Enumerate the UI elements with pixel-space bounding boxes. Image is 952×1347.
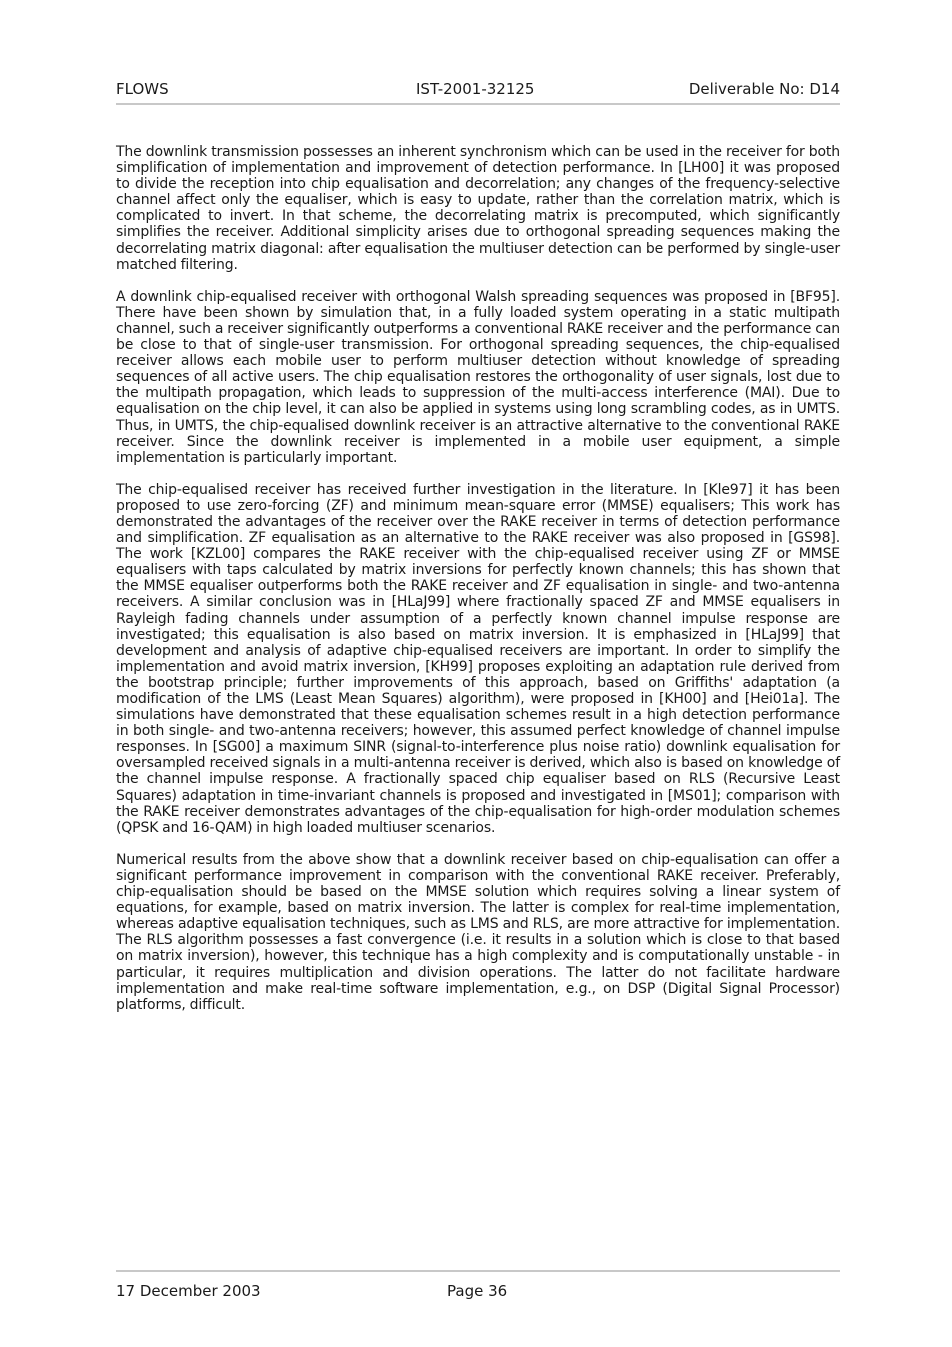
header-contract: IST-2001-32125 xyxy=(416,80,535,98)
footer-rule xyxy=(116,1270,840,1272)
header-deliverable: Deliverable No: D14 xyxy=(688,80,840,98)
page-footer xyxy=(116,1281,840,1301)
header-project: FLOWS xyxy=(116,80,169,98)
paragraph-4: Numerical results from the above show that a downlink receiver based on chip-equalisation can offer a significant performance improvement in comparison with the conventional RAKE receiver. Preferably, chip-equalisation should be based on the MMSE solution which requires solving a linear system of equations, for example, based on matrix inversion. The latter is complex for real-time implementation, whereas adaptive equalisation techniques, such as LMS and RLS, are more attractive for implementation. The RLS algorithm possesses a fast convergence (i.e. it results in a solution which is close to that based on matrix inversion), however, this technique has a high complexity and is computationally unstable - in particular, it requires multiplication and division operations. The latter do not facilitate hardware implementation and make real-time software implementation, e.g., on DSP (Digital Signal Processor) platforms, difficult. xyxy=(116,851,840,1013)
page-header xyxy=(116,80,840,98)
paragraph-3: The chip-equalised receiver has received further investigation in the literature. In [Kle97] it has been proposed to use zero-forcing (ZF) and minimum mean-square error (MMSE) equalisers; This work has demonstrated the advantages of the receiver over the RAKE receiver in terms of detection performance and simplification. ZF equalisation as an alternative to the RAKE receiver was also proposed in [GS98]. The work [KZL00] compares the RAKE receiver with the chip-equalised receiver using ZF or MMSE equalisers with taps calculated by matrix inversions for perfectly known channels; this has shown that the MMSE equaliser outperforms both the RAKE receiver and ZF equalisation in single- and two-antenna receivers. A similar conclusion was in [HLaJ99] where fractionally spaced ZF and MMSE equalisers in Rayleigh fading channels under assumption of a perfectly known channel impulse response are investigated; this equalisation is also based on matrix inversion. It is emphasized in [HLaJ99] that development and analysis of adaptive chip-equalised receivers are important. In order to simplify the implementation and avoid matrix inversion, [KH99] proposes exploiting an adaptation rule derived from the bootstrap principle; further improvements of this approach, based on Griffiths' adaptation (a modification of the LMS (Least Mean Squares) algorithm), were proposed in [KH00] and [Hei01a]. The simulations have demonstrated that these equalisation schemes result in a high detection performance in both single- and two-antenna receivers; however, this assumed perfect knowledge of channel impulse responses. In [SG00] a maximum SINR (signal-to-interference plus noise ratio) downlink equalisation for oversampled received signals in a multi-antenna receiver is derived, which also is based on knowledge of the channel impulse response. A fractionally spaced chip equaliser based on RLS (Recursive Least Squares) adaptation in time-invariant channels is proposed and investigated in [MS01]; comparison with the RAKE receiver demonstrates advantages of the chip-equalisation for high-order modulation schemes (QPSK and 16-QAM) in high loaded multiuser scenarios. xyxy=(116,481,840,836)
paragraph-2: A downlink chip-equalised receiver with orthogonal Walsh spreading sequences was proposed in [BF95]. There have been shown by simulation that, in a fully loaded system operating in a static multipath channel, such a receiver significantly outperforms a conventional RAKE receiver and the performance can be close to that of single-user transmission. For orthogonal spreading sequences, the chip-equalised receiver allows each mobile user to perform multiuser detection without knowledge of spreading sequences of all active users. The chip equalisation restores the orthogonality of user signals, lost due to the multipath propagation, which leads to suppression of the multi-access interference (MAI). Due to equalisation on the chip level, it can also be applied in systems using long scrambling codes, as in UMTS. Thus, in UMTS, the chip-equalised downlink receiver is an attractive alternative to the conventional RAKE receiver. Since the downlink receiver is implemented in a mobile user equipment, a simple implementation is particularly important. xyxy=(116,288,840,466)
header-rule xyxy=(116,103,840,105)
footer-page-number: Page 36 xyxy=(447,1282,508,1300)
footer-date: 17 December 2003 xyxy=(116,1282,261,1300)
paragraph-1: The downlink transmission possesses an inherent synchronism which can be used in the receiver for both simplification of implementation and improvement of detection performance. In [LH00] it was proposed to divide the reception into chip equalisation and decorrelation; any changes of the frequency-selective channel affect only the equaliser, which is easy to update, rather than the correlation matrix, which is complicated to invert. In that scheme, the decorrelating matrix is precomputed, which significantly simplifies the receiver. Additional simplicity arises due to orthogonal spreading sequences making the decorrelating matrix diagonal: after equalisation the multiuser detection can be performed by single-user matched filtering. xyxy=(116,144,840,273)
page-body xyxy=(116,144,840,1029)
